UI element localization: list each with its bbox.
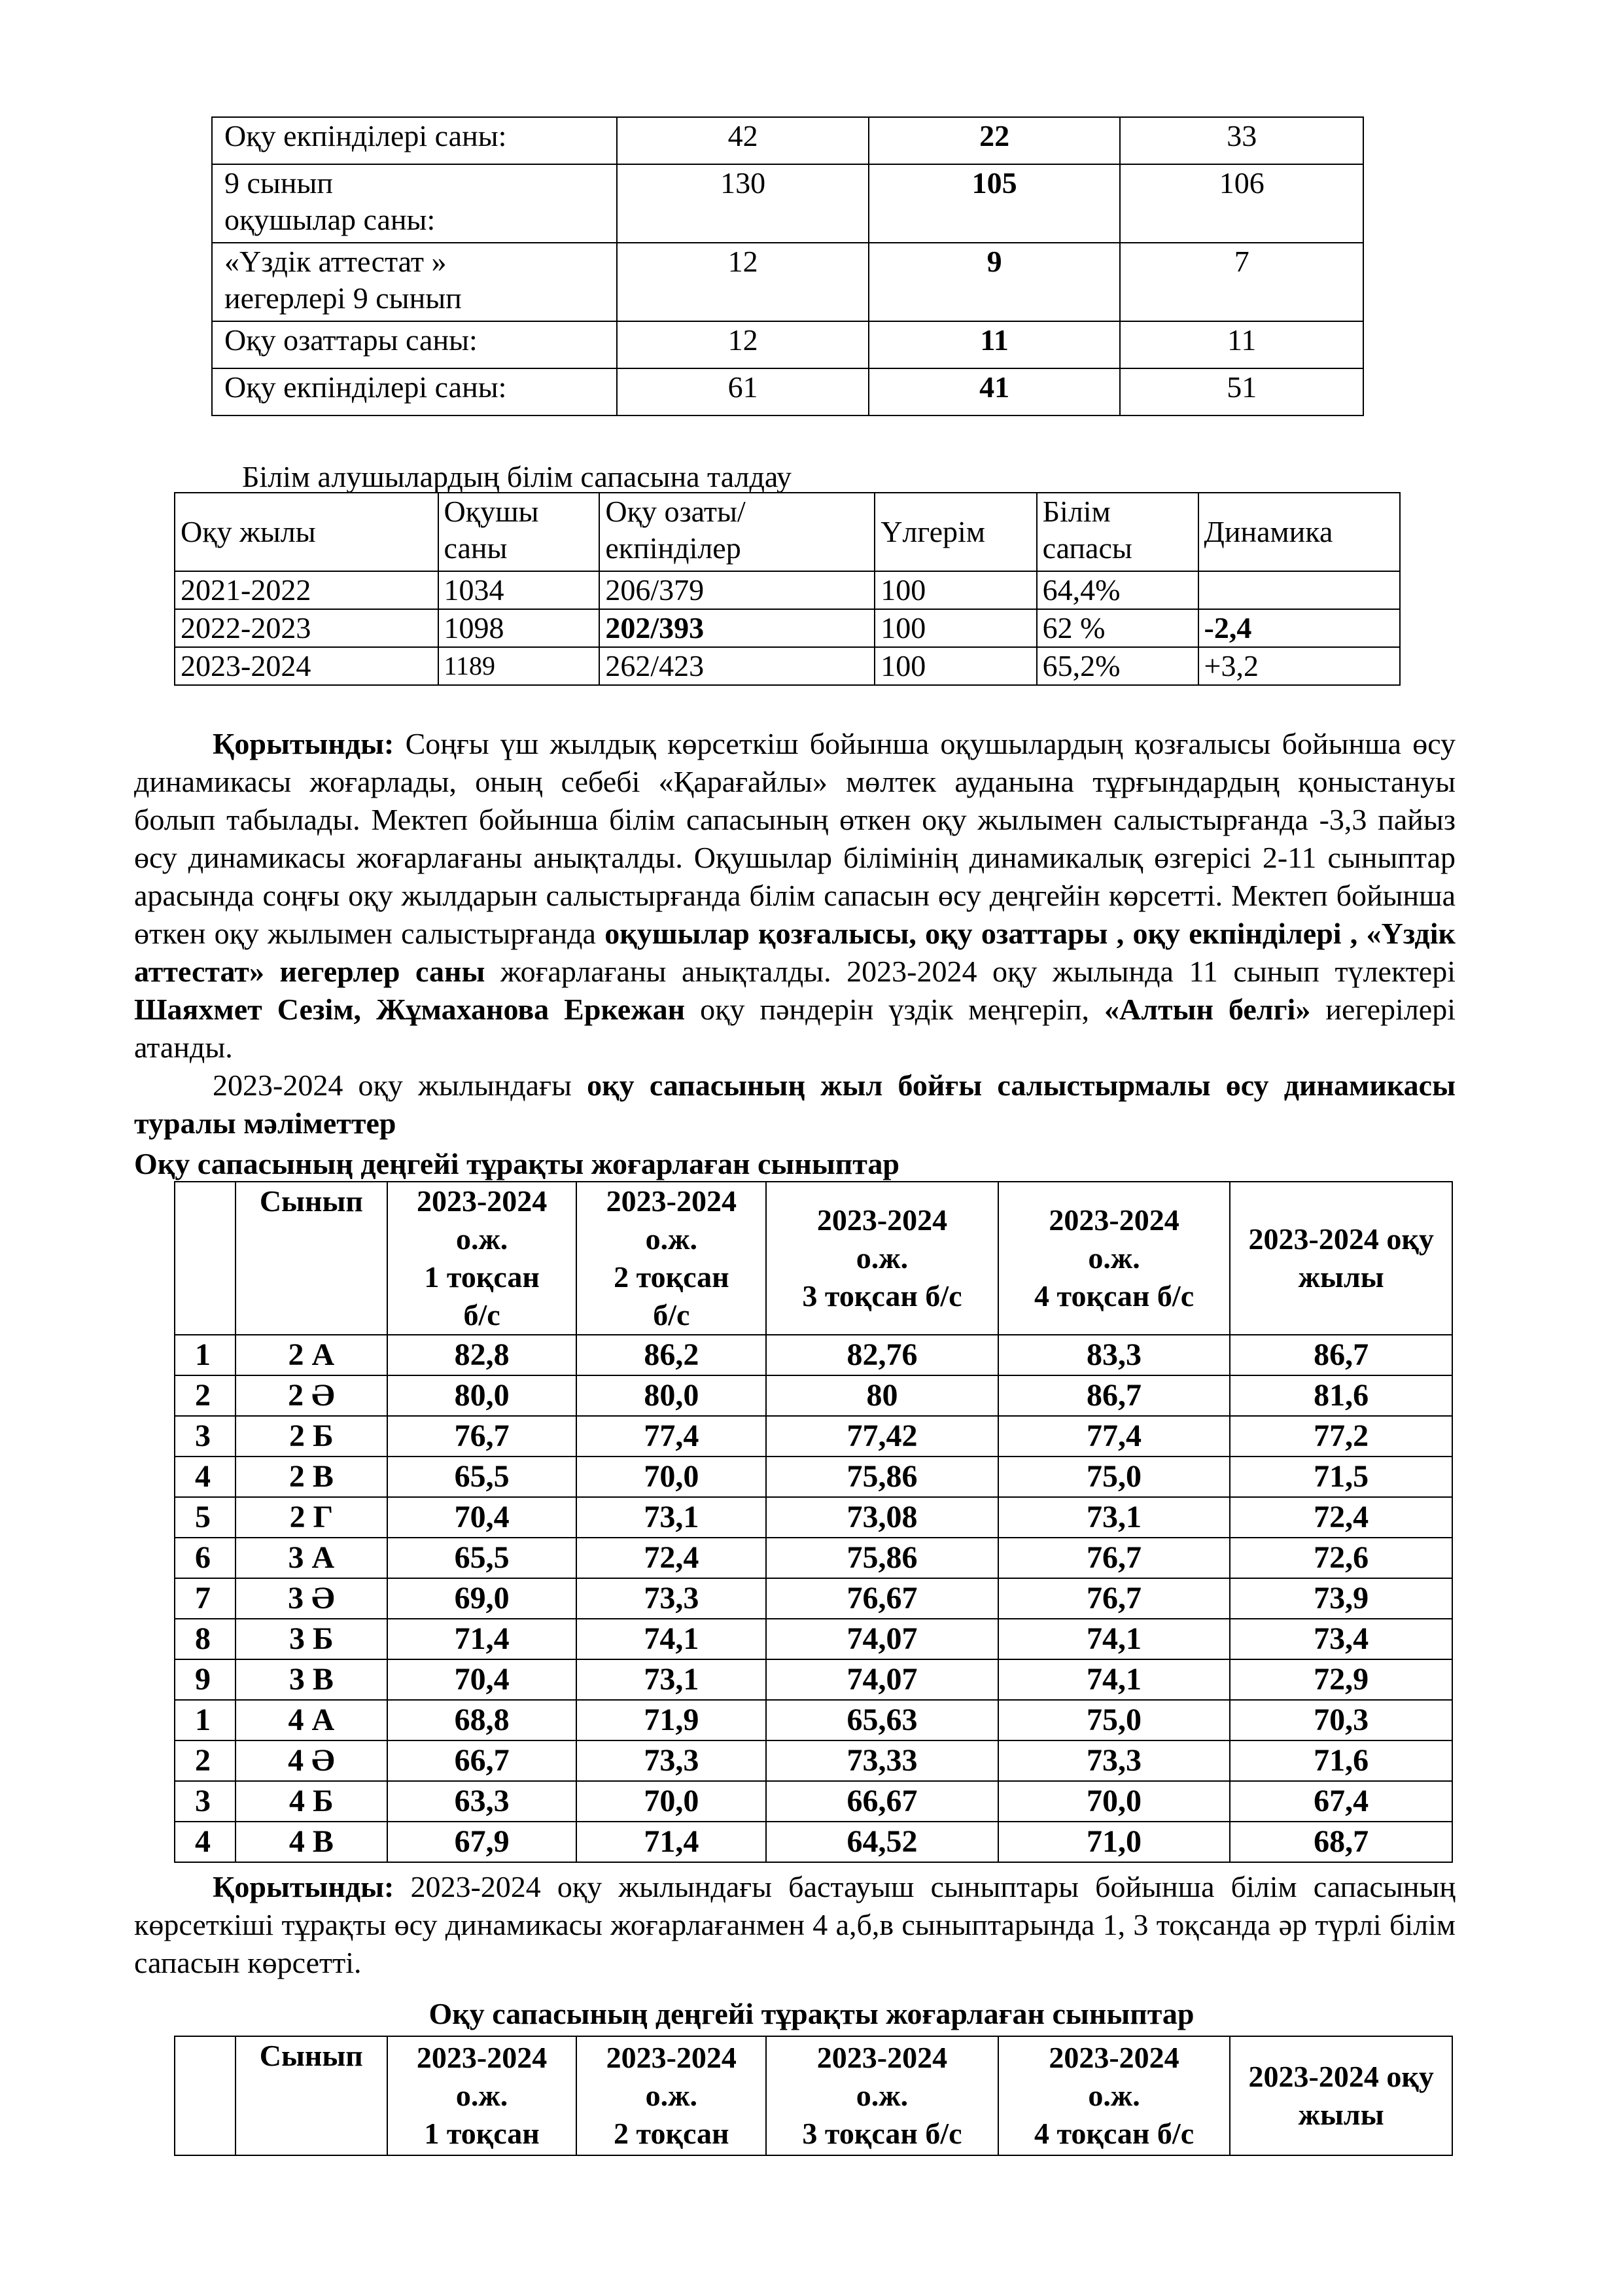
- column-header: Білім сапасы: [1037, 493, 1198, 571]
- table-row: [175, 1659, 1452, 1700]
- row-number: 1: [175, 1335, 236, 1375]
- conclusion-paragraph-2: [134, 1868, 1456, 1982]
- quality-value: 75,0: [998, 1700, 1230, 1740]
- row-number: 4: [175, 1822, 236, 1862]
- column-header: 2023-2024 о.ж. 3 тоқсан б/с: [766, 1182, 998, 1335]
- class-name: 3 Ә: [236, 1578, 387, 1619]
- quality-value: 76,67: [766, 1578, 998, 1619]
- column-header: [175, 1182, 236, 1335]
- quality-value: 80,0: [576, 1375, 766, 1416]
- cell-value: 7: [1120, 243, 1363, 321]
- table-row: [212, 117, 1363, 164]
- cell-value: 106: [1120, 164, 1363, 243]
- quality-value: 65,63: [766, 1700, 998, 1740]
- row-number: 9: [175, 1659, 236, 1700]
- class-name: 2 В: [236, 1457, 387, 1497]
- class-name: 3 Б: [236, 1619, 387, 1659]
- dynamics-text: 2023-2024 оқу жылындағы: [213, 1069, 587, 1102]
- row-number: 2: [175, 1375, 236, 1416]
- table-row: [212, 368, 1363, 415]
- cell-value: 12: [617, 243, 869, 321]
- quality-value: 82,8: [387, 1335, 577, 1375]
- table-cell: 100: [875, 609, 1036, 647]
- cell-value: 11: [1120, 321, 1363, 368]
- cell-value: 41: [869, 368, 1121, 415]
- quality-value: 80: [766, 1375, 998, 1416]
- quality-value: 71,4: [576, 1822, 766, 1862]
- row-number: 1: [175, 1700, 236, 1740]
- table-row: [212, 243, 1363, 321]
- class-name: 4 А: [236, 1700, 387, 1740]
- cell-value: 12: [617, 321, 869, 368]
- quality-value: 73,3: [576, 1740, 766, 1781]
- row-number: 5: [175, 1497, 236, 1538]
- class-name: 2 Б: [236, 1416, 387, 1457]
- table-row: [175, 1619, 1452, 1659]
- quality-value: 73,1: [576, 1659, 766, 1700]
- quality-value: 70,0: [576, 1781, 766, 1822]
- quality-value: 67,9: [387, 1822, 577, 1862]
- quality-value: 73,3: [576, 1578, 766, 1619]
- row-number: 3: [175, 1781, 236, 1822]
- table-cell: 2022-2023: [175, 609, 438, 647]
- table-cell: 62 %: [1037, 609, 1198, 647]
- table-row: [175, 609, 1400, 647]
- column-header: 2023-2024 о.ж. 1 тоқсан б/с: [387, 1182, 577, 1335]
- column-header: 2023-2024 о.ж. 2 тоқсан б/с: [576, 1182, 766, 1335]
- quality-value: 83,3: [998, 1335, 1230, 1375]
- quality-value: 77,4: [998, 1416, 1230, 1457]
- table-cell: 202/393: [599, 609, 875, 647]
- quality-value: 70,4: [387, 1497, 577, 1538]
- quality-value: 63,3: [387, 1781, 577, 1822]
- table4-title: Оқу сапасының деңгейі тұрақты жоғарлаған сыныптар: [428, 1997, 1195, 2030]
- quality-value: 81,6: [1230, 1375, 1452, 1416]
- quality-value: 65,5: [387, 1538, 577, 1578]
- table2-caption: Білім алушылардың білім сапасына талдау: [242, 460, 792, 493]
- student-names: Шаяхмет Сезім, Жұмаханова Еркежан: [134, 993, 686, 1026]
- column-header: [175, 2036, 236, 2155]
- row-number: 8: [175, 1619, 236, 1659]
- table-cell: +3,2: [1198, 647, 1400, 685]
- quality-value: 74,07: [766, 1619, 998, 1659]
- conclusion-bold: оқушылар қозғалысы, оқу озаттары , оқу екпінділері , «Үздік аттестат» иегерлер саны: [134, 917, 1456, 988]
- table-row: [175, 1538, 1452, 1578]
- dynamics-heading-paragraph: [134, 1067, 1456, 1142]
- quality-value: 86,7: [998, 1375, 1230, 1416]
- quality-value: 73,9: [1230, 1578, 1452, 1619]
- quality-value: 65,5: [387, 1457, 577, 1497]
- cell-value: 11: [869, 321, 1121, 368]
- table3-title: Оқу сапасының деңгейі тұрақты жоғарлаған сыныптар: [134, 1147, 900, 1180]
- quality-value: 77,4: [576, 1416, 766, 1457]
- conclusion-text: иегерілері атанды.: [134, 993, 1456, 1064]
- quality-value: 72,6: [1230, 1538, 1452, 1578]
- table-row: [212, 164, 1363, 243]
- quality-value: 72,9: [1230, 1659, 1452, 1700]
- class-name: 2 Ә: [236, 1375, 387, 1416]
- conclusion-paragraph-1: [134, 725, 1456, 1067]
- class-name: 3 А: [236, 1538, 387, 1578]
- column-header: 2023-2024 оқу жылы: [1230, 2036, 1452, 2155]
- table-cell: -2,4: [1198, 609, 1400, 647]
- class-name: 3 В: [236, 1659, 387, 1700]
- quality-value: 73,4: [1230, 1619, 1452, 1659]
- quality-value: 72,4: [1230, 1497, 1452, 1538]
- table-row: [175, 1335, 1452, 1375]
- quality-value: 68,8: [387, 1700, 577, 1740]
- row-number: 7: [175, 1578, 236, 1619]
- column-header: Оқу озаты/екпінділер: [599, 493, 875, 571]
- quality-analysis-table: [174, 492, 1401, 686]
- quality-value: 76,7: [998, 1538, 1230, 1578]
- quality-value: 66,7: [387, 1740, 577, 1781]
- table-row: [212, 321, 1363, 368]
- quality-value: 73,33: [766, 1740, 998, 1781]
- quality-value: 71,4: [387, 1619, 577, 1659]
- cell-value: 105: [869, 164, 1121, 243]
- class-name: 4 Б: [236, 1781, 387, 1822]
- header-row: [175, 1182, 1452, 1335]
- column-header: 2023-2024 о.ж. 1 тоқсан: [387, 2036, 577, 2155]
- quality-value: 73,1: [998, 1497, 1230, 1538]
- quality-value: 73,3: [998, 1740, 1230, 1781]
- quality-value: 70,4: [387, 1659, 577, 1700]
- column-header: 2023-2024 о.ж. 4 тоқсан б/с: [998, 2036, 1230, 2155]
- quality-value: 71,5: [1230, 1457, 1452, 1497]
- quality-value: 67,4: [1230, 1781, 1452, 1822]
- header-row: [175, 493, 1400, 571]
- quality-value: 70,0: [998, 1781, 1230, 1822]
- quality-value: 69,0: [387, 1578, 577, 1619]
- column-header: Сынып: [236, 1182, 387, 1335]
- table-cell: 206/379: [599, 571, 875, 609]
- cell-value: 22: [869, 117, 1121, 164]
- table-row: [175, 1700, 1452, 1740]
- column-header: Динамика: [1198, 493, 1400, 571]
- quality-value: 71,6: [1230, 1740, 1452, 1781]
- quality-value: 75,86: [766, 1538, 998, 1578]
- column-header: Сынып: [236, 2036, 387, 2155]
- row-label: 9 сынып оқушылар саны:: [212, 164, 617, 243]
- table-cell: 1189: [438, 647, 600, 685]
- table-row: [175, 1740, 1452, 1781]
- table-row: [175, 1457, 1452, 1497]
- table-cell: 65,2%: [1037, 647, 1198, 685]
- table-cell: 64,4%: [1037, 571, 1198, 609]
- table-cell: [1198, 571, 1400, 609]
- conclusion-text: оқу пәндерін үздік меңгеріп,: [685, 993, 1104, 1026]
- class-name: 2 А: [236, 1335, 387, 1375]
- row-label: Оқу екпінділері саны:: [212, 117, 617, 164]
- column-header: Үлгерім: [875, 493, 1036, 571]
- column-header: Оқушы саны: [438, 493, 600, 571]
- conclusion-text: 2023-2024 оқу жылындағы бастауыш сыныптары бойынша білім сапасының көрсеткіші тұрақты өсу динамикасы жоғарлағанмен 4 а,б,в сыныптарында 1, 3 тоқсанда әр түрлі білім сапасын көрсетті.: [134, 1870, 1456, 1979]
- table-row: [175, 1375, 1452, 1416]
- table-row: [175, 647, 1400, 685]
- row-number: 3: [175, 1416, 236, 1457]
- quality-value: 71,9: [576, 1700, 766, 1740]
- row-number: 6: [175, 1538, 236, 1578]
- row-label: «Үздік аттестат » иегерлері 9 сынып: [212, 243, 617, 321]
- class-quality-table: [174, 1181, 1453, 1863]
- row-label: Оқу екпінділері саны:: [212, 368, 617, 415]
- row-number: 4: [175, 1457, 236, 1497]
- class-name: 4 Ә: [236, 1740, 387, 1781]
- table-cell: 1098: [438, 609, 600, 647]
- quality-value: 64,52: [766, 1822, 998, 1862]
- cell-value: 9: [869, 243, 1121, 321]
- table-row: [175, 1578, 1452, 1619]
- quality-value: 74,1: [998, 1659, 1230, 1700]
- quality-value: 77,42: [766, 1416, 998, 1457]
- conclusion-text: жоғарлағаны анықталды. 2023-2024 оқу жылында 11 сынып түлектері: [485, 955, 1456, 988]
- quality-value: 86,7: [1230, 1335, 1452, 1375]
- quality-value: 70,3: [1230, 1700, 1452, 1740]
- quality-value: 76,7: [998, 1578, 1230, 1619]
- class-quality-table-2: [174, 2036, 1453, 2156]
- row-label: Оқу озаттары саны:: [212, 321, 617, 368]
- column-header: 2023-2024 о.ж. 2 тоқсан: [576, 2036, 766, 2155]
- cell-value: 51: [1120, 368, 1363, 415]
- table-row: [175, 1822, 1452, 1862]
- dynamics-bold: оқу сапасының жыл бойғы салыстырмалы өсу динамикасы туралы мәліметтер: [134, 1069, 1456, 1140]
- cell-value: 61: [617, 368, 869, 415]
- quality-value: 75,86: [766, 1457, 998, 1497]
- table-row: [175, 571, 1400, 609]
- summary-table-1: [211, 116, 1364, 416]
- quality-value: 77,2: [1230, 1416, 1452, 1457]
- conclusion-lead: Қорытынды:: [213, 727, 394, 760]
- quality-value: 82,76: [766, 1335, 998, 1375]
- class-name: 4 В: [236, 1822, 387, 1862]
- table-row: [175, 1497, 1452, 1538]
- quality-value: 73,1: [576, 1497, 766, 1538]
- quality-value: 86,2: [576, 1335, 766, 1375]
- conclusion-text: Соңғы үш жылдық көрсеткіш бойынша оқушылардың қозғалысы бойынша өсу динамикасы жоғарлады, оның себебі «Қарағайлы» мөлтек ауданына тұрғындардың қоныстануы болып табылады. Мектеп бойынша білім сапасының өткен оқу жылымен салыстырғанда -3,3 пайыз өсу динамикасы жоғарлағаны анықталды. Оқушылар білімінің динамикалық өзгерісі 2-11 сыныптар арасында соңғы оқу жылдарын салыстырғанда білім сапасын өсу деңгейін көрсетті. Мектеп бойынша өткен оқу жылымен салыстырғанда: [134, 727, 1456, 950]
- class-name: 2 Г: [236, 1497, 387, 1538]
- quality-value: 75,0: [998, 1457, 1230, 1497]
- quality-value: 74,1: [998, 1619, 1230, 1659]
- table-cell: 2021-2022: [175, 571, 438, 609]
- column-header: Оқу жылы: [175, 493, 438, 571]
- column-header: 2023-2024 оқу жылы: [1230, 1182, 1452, 1335]
- gold-medal-label: «Алтын белгі»: [1104, 993, 1311, 1026]
- table-row: [175, 1416, 1452, 1457]
- quality-value: 71,0: [998, 1822, 1230, 1862]
- cell-value: 33: [1120, 117, 1363, 164]
- quality-value: 72,4: [576, 1538, 766, 1578]
- header-row: [175, 2036, 1452, 2155]
- cell-value: 42: [617, 117, 869, 164]
- table-cell: 100: [875, 571, 1036, 609]
- table-cell: 1034: [438, 571, 600, 609]
- table-cell: 2023-2024: [175, 647, 438, 685]
- quality-value: 73,08: [766, 1497, 998, 1538]
- cell-value: 130: [617, 164, 869, 243]
- quality-value: 76,7: [387, 1416, 577, 1457]
- conclusion-lead: Қорытынды:: [213, 1870, 394, 1903]
- column-header: 2023-2024 о.ж. 3 тоқсан б/с: [766, 2036, 998, 2155]
- quality-value: 74,07: [766, 1659, 998, 1700]
- table-cell: 262/423: [599, 647, 875, 685]
- column-header: 2023-2024 о.ж. 4 тоқсан б/с: [998, 1182, 1230, 1335]
- quality-value: 66,67: [766, 1781, 998, 1822]
- quality-value: 74,1: [576, 1619, 766, 1659]
- quality-value: 70,0: [576, 1457, 766, 1497]
- row-number: 2: [175, 1740, 236, 1781]
- table-row: [175, 1781, 1452, 1822]
- table-cell: 100: [875, 647, 1036, 685]
- quality-value: 68,7: [1230, 1822, 1452, 1862]
- quality-value: 80,0: [387, 1375, 577, 1416]
